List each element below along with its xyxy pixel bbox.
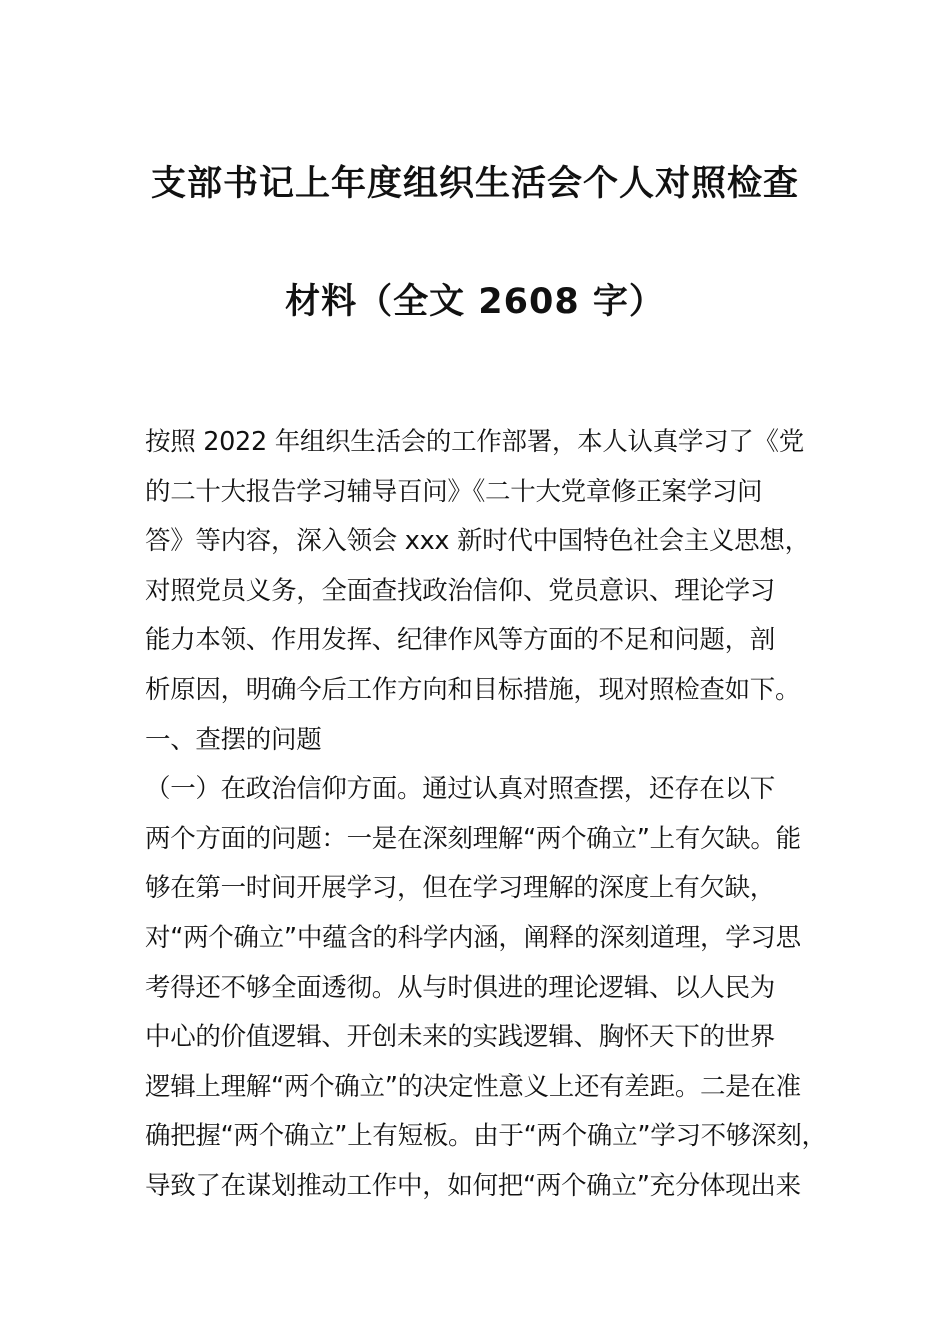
section-heading: 一、查摆的问题 xyxy=(145,724,322,755)
body-text-line: 够在第一时间开展学习，但在学习理解的深度上有欠缺， xyxy=(145,873,776,904)
body-text-line: 对照党员义务，全面查找政治信仰、党员意识、理论学习 xyxy=(145,575,776,606)
body-text-line: 逻辑上理解“两个确立”的决定性意义上还有差距。二是在准 xyxy=(145,1071,801,1102)
body-text-line: 对“两个确立”中蕴含的科学内涵，阐释的深刻道理，学习思 xyxy=(145,922,801,953)
body-text-line: 两个方面的问题：一是在深刻理解“两个确立”上有欠缺。能 xyxy=(145,823,801,854)
body-text-line: 按照 2022 年组织生活会的工作部署，本人认真学习了《党 xyxy=(145,427,804,457)
document-body xyxy=(145,418,827,1212)
body-text-line: 确把握“两个确立”上有短板。由于“两个确立”学习不够深刻， xyxy=(145,1121,827,1152)
body-text-line: 考得还不够全面透彻。从与时俱进的理论逻辑、以人民为 xyxy=(145,972,776,1003)
document-title-line-1: 支部书记上年度组织生活会个人对照检查 xyxy=(150,164,799,204)
body-text-line: 导致了在谋划推动工作中，如何把“两个确立”充分体现出来 xyxy=(145,1170,801,1201)
body-text-line: （一）在政治信仰方面。通过认真对照查摆，还存在以下 xyxy=(145,774,776,805)
body-text-line: 的二十大报告学习辅导百问》《二十大党章修正案学习问 xyxy=(145,476,763,507)
body-text-line: 能力本领、作用发挥、纪律作风等方面的不足和问题，剖 xyxy=(145,625,776,656)
body-text-line: 答》等内容，深入领会 xxx 新时代中国特色社会主义思想， xyxy=(145,526,810,557)
body-text-line: 中心的价值逻辑、开创未来的实践逻辑、胸怀天下的世界 xyxy=(145,1022,776,1053)
document-title-line-2: 材料（全文 2608 字） xyxy=(285,282,665,322)
body-text-line: 析原因，明确今后工作方向和目标措施，现对照检查如下。 xyxy=(145,674,801,705)
